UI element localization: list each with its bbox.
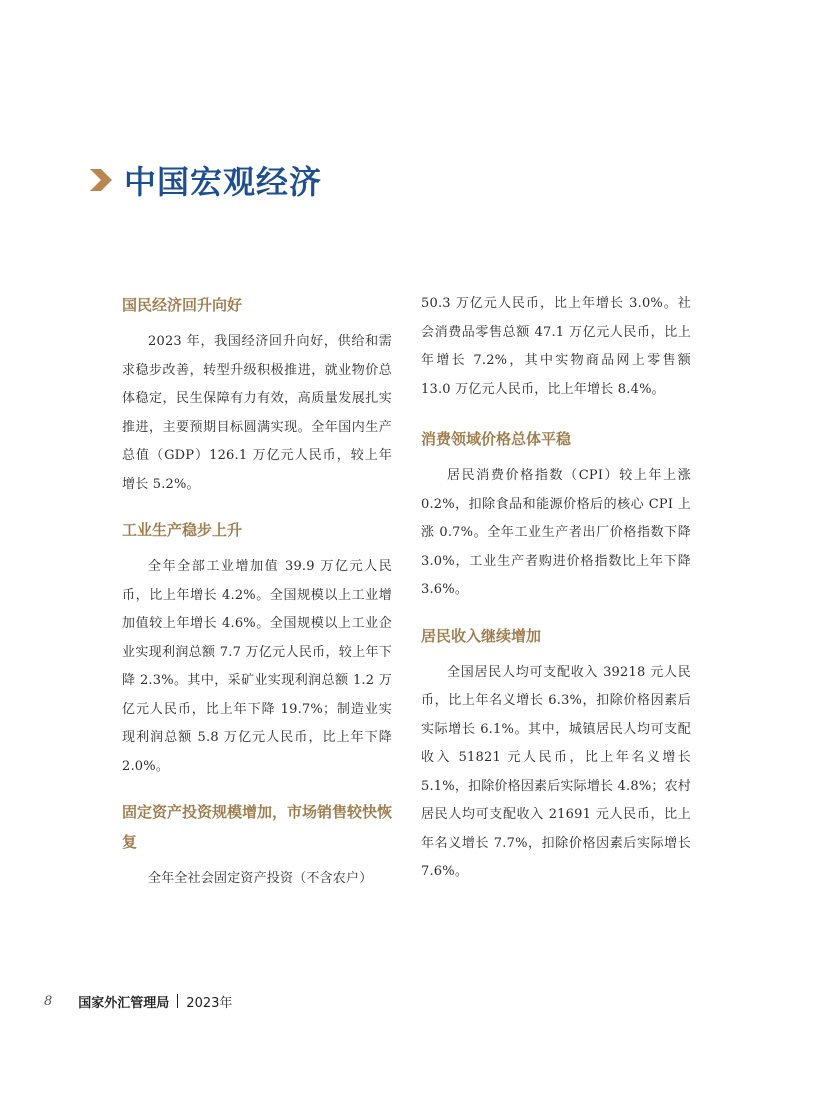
section-body-investment: 全年全社会固定资产投资（不含农户） [148, 871, 373, 886]
section-body-economy: 2023 年，我国经济回升向好，供给和需求稳步改善，转型升级积极推进，就业物价总体稳定，民生保障有力有效，高质量发展扎实推进，主要预期目标圆满实现。全年国内生产总值（GDP）126.1 万亿元人民币，较上年增长 5.2%。 [122, 334, 392, 492]
section-heading-economy: 国民经济回升向好 [122, 296, 243, 314]
section-heading-income: 居民收入继续增加 [421, 626, 542, 645]
footer-year: 2023年 [186, 995, 233, 1011]
left-column [122, 290, 392, 910]
right-column [421, 290, 691, 903]
section-body-income: 全国居民人均可支配收入 39218 元人民币，比上年名义增长 6.3%，扣除价格因素后实际增长 6.1%。其中，城镇居民人均可支配收入 51821 元人民币，比上年名义增长 5.1%，扣除价格因素后实际增长 4.8%；农村居民人均可支配收入 21691 元人民币，比上年名义增长 7.7%，扣除价格因素后实际增长 7.6%。 [421, 664, 691, 879]
page-footer [44, 990, 232, 1012]
section-body-investment-continued: 50.3 万亿元人民币，比上年增长 3.0%。社会消费品零售总额 47.1 万亿元人民币，比上年增长 7.2%，其中实物商品网上零售额 13.0 万亿元人民币，比上年增长 8.4%。 [421, 296, 691, 397]
section-body-prices: 居民消费价格指数（CPI）较上年上涨 0.2%，扣除食品和能源价格后的核心 CPI 上涨 0.7%。全年工业生产者出厂价格指数下降 3.0%，工业生产者购进价格指数比上年下降 3.6%。 [421, 468, 691, 597]
section-heading-industry: 工业生产稳步上升 [122, 521, 243, 539]
page-title-block [88, 158, 322, 202]
page-title: 中国宏观经济 [124, 163, 323, 201]
section-heading-prices: 消费领域价格总体平稳 [421, 430, 572, 448]
page-number: 8 [44, 993, 53, 1009]
footer-divider [177, 994, 178, 1008]
chevron-right-icon [88, 167, 114, 193]
footer-organization: 国家外汇管理局 [78, 995, 170, 1011]
section-body-industry: 全年全部工业增加值 39.9 万亿元人民币，比上年增长 4.2%。全国规模以上工业增加值较上年增长 4.6%。全国规模以上工业企业实现利润总额 7.7 万亿元人民币，较上年下降 2.3%。其中，采矿业实现利润总额 1.2 万亿元人民币，比上年下降 19.7%；制造业实现利润总额 5.8 万亿元人民币，比上年下降 2.0%。 [122, 559, 392, 774]
section-heading-investment: 固定资产投资规模增加，市场销售较快恢复 [122, 803, 393, 851]
